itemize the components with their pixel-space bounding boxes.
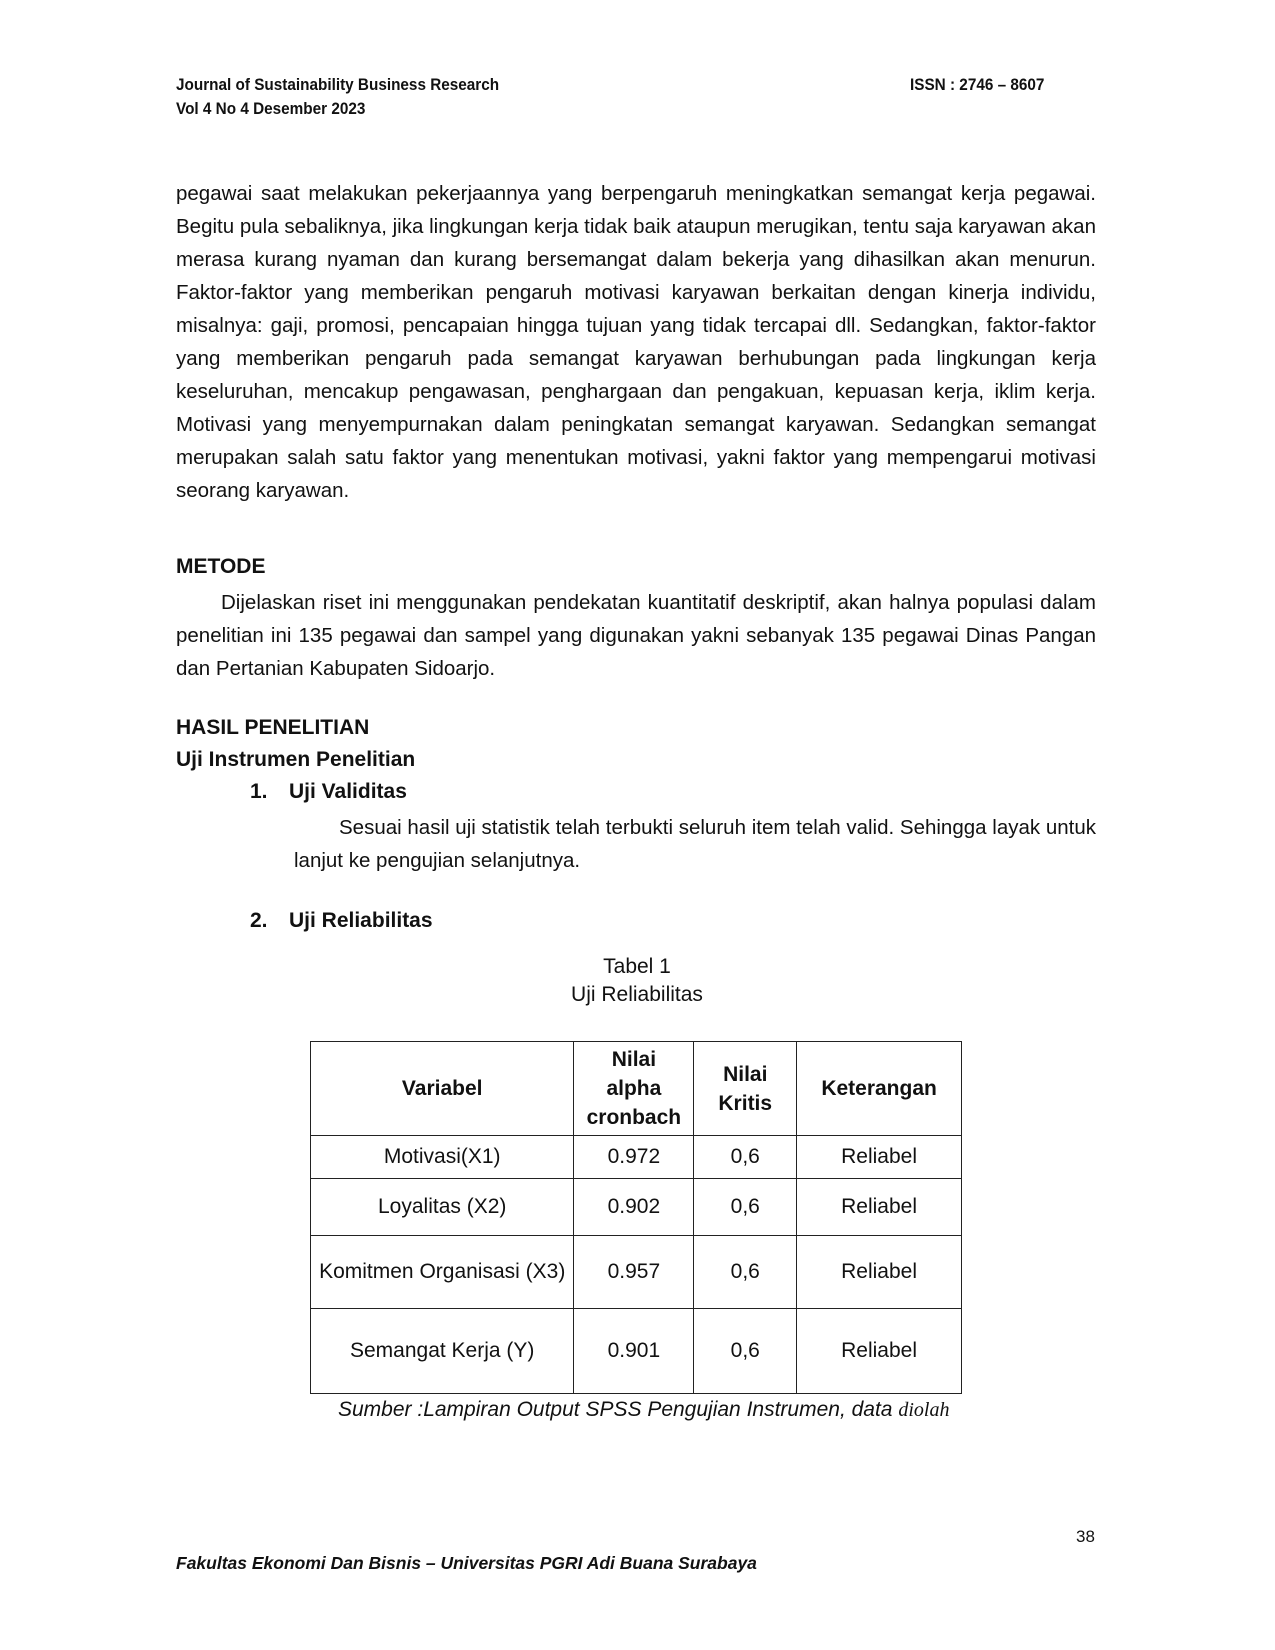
header-alpha-line2: alpha <box>606 1077 662 1100</box>
header-alpha-line1: Nilai <box>611 1048 657 1071</box>
cell-alpha: 0.902 <box>574 1179 694 1236</box>
cell-variabel: Semangat Kerja (Y) <box>311 1309 574 1394</box>
table-caption-title: Uji Reliabilitas <box>571 983 703 1006</box>
uji-validitas-paragraph <box>294 811 1096 877</box>
header-nilai-alpha <box>574 1042 694 1136</box>
cell-alpha: 0.972 <box>574 1136 694 1179</box>
table-header-row <box>311 1042 962 1136</box>
journal-title: Journal of Sustainability Business Research <box>176 75 500 94</box>
header-kritis-line1: Nilai <box>723 1062 768 1086</box>
uji-reliabilitas-heading: Uji Reliabilitas <box>289 909 433 932</box>
table-row <box>311 1136 962 1179</box>
cell-keterangan: Reliabel <box>797 1136 962 1179</box>
cell-kritis: 0,6 <box>694 1236 797 1309</box>
table-source-text: Sumber :Lampiran Output SPSS Pengujian Instrumen, data <box>338 1398 893 1421</box>
cell-kritis: 0,6 <box>694 1136 797 1179</box>
cell-keterangan: Reliabel <box>797 1179 962 1236</box>
table-row <box>311 1179 962 1236</box>
table-row <box>311 1236 962 1309</box>
list-item-2-number: 2. <box>250 909 268 932</box>
header-kritis-line2: Kritis <box>718 1091 773 1115</box>
table-source-tail: diolah <box>898 1399 950 1421</box>
header-alpha-line3: cronbach <box>586 1106 682 1129</box>
metode-paragraph <box>176 586 1096 685</box>
header-variabel: Variabel <box>311 1042 574 1136</box>
metode-heading: METODE <box>176 555 266 578</box>
uji-validitas-heading: Uji Validitas <box>289 780 407 803</box>
table-source-note <box>338 1398 949 1422</box>
cell-keterangan: Reliabel <box>797 1236 962 1309</box>
header-keterangan: Keterangan <box>797 1042 962 1136</box>
uji-validitas-text: Sesuai hasil uji statistik telah terbukti seluruh item telah valid. Sehingga layak untuk lanjut ke pengujian selanjutnya. <box>294 816 1096 872</box>
journal-issn: ISSN : 2746 – 8607 <box>910 75 1045 94</box>
list-item-1-number: 1. <box>250 780 268 803</box>
table-row <box>311 1309 962 1394</box>
cell-kritis: 0,6 <box>694 1309 797 1394</box>
cell-keterangan: Reliabel <box>797 1309 962 1394</box>
reliability-table <box>310 1041 962 1394</box>
cell-variabel: Loyalitas (X2) <box>311 1179 574 1236</box>
cell-alpha: 0.901 <box>574 1309 694 1394</box>
journal-volume: Vol 4 No 4 Desember 2023 <box>176 99 366 118</box>
uji-instrumen-heading: Uji Instrumen Penelitian <box>176 748 416 771</box>
page-number: 38 <box>1076 1527 1095 1546</box>
cell-variabel: Motivasi(X1) <box>311 1136 574 1179</box>
intro-paragraph-text: pegawai saat melakukan pekerjaannya yang berpengaruh meningkatkan semangat kerja pegawai. Begitu pula sebaliknya, jika lingkungan kerja tidak baik ataupun merugikan, tentu saja karyawan akan merasa kurang nyaman dan kurang bersemangat dalam bekerja yang dihasilkan akan menurun. Faktor-faktor yang memberikan pengaruh motivasi karyawan berkaitan dengan kinerja individu, misalnya: gaji, promosi, pencapaian hingga tujuan yang tidak tercapai dll. Sedangkan, faktor-faktor yang memberikan pengaruh pada semangat karyawan berhubungan pada lingkungan kerja keseluruhan, mencakup pengawasan, penghargaan dan pengakuan, kepuasan kerja, iklim kerja. Motivasi yang menyempurnakan dalam peningkatan semangat karyawan. Sedangkan semangat merupakan salah satu faktor yang menentukan motivasi, yakni faktor yang mempengarui motivasi seorang karyawan. <box>176 182 1096 502</box>
hasil-heading: HASIL PENELITIAN <box>176 716 370 739</box>
header-nilai-kritis <box>694 1042 797 1136</box>
table-caption-number: Tabel 1 <box>603 955 671 978</box>
cell-kritis: 0,6 <box>694 1179 797 1236</box>
cell-variabel: Komitmen Organisasi (X3) <box>311 1236 574 1309</box>
cell-alpha: 0.957 <box>574 1236 694 1309</box>
intro-paragraph <box>176 177 1096 507</box>
page-footer: Fakultas Ekonomi Dan Bisnis – Universitas PGRI Adi Buana Surabaya <box>176 1553 757 1573</box>
metode-text: Dijelaskan riset ini menggunakan pendekatan kuantitatif deskriptif, akan halnya populasi dalam penelitian ini 135 pegawai dan sampel yang digunakan yakni sebanyak 135 pegawai Dinas Pangan dan Pertanian Kabupaten Sidoarjo. <box>176 591 1096 680</box>
